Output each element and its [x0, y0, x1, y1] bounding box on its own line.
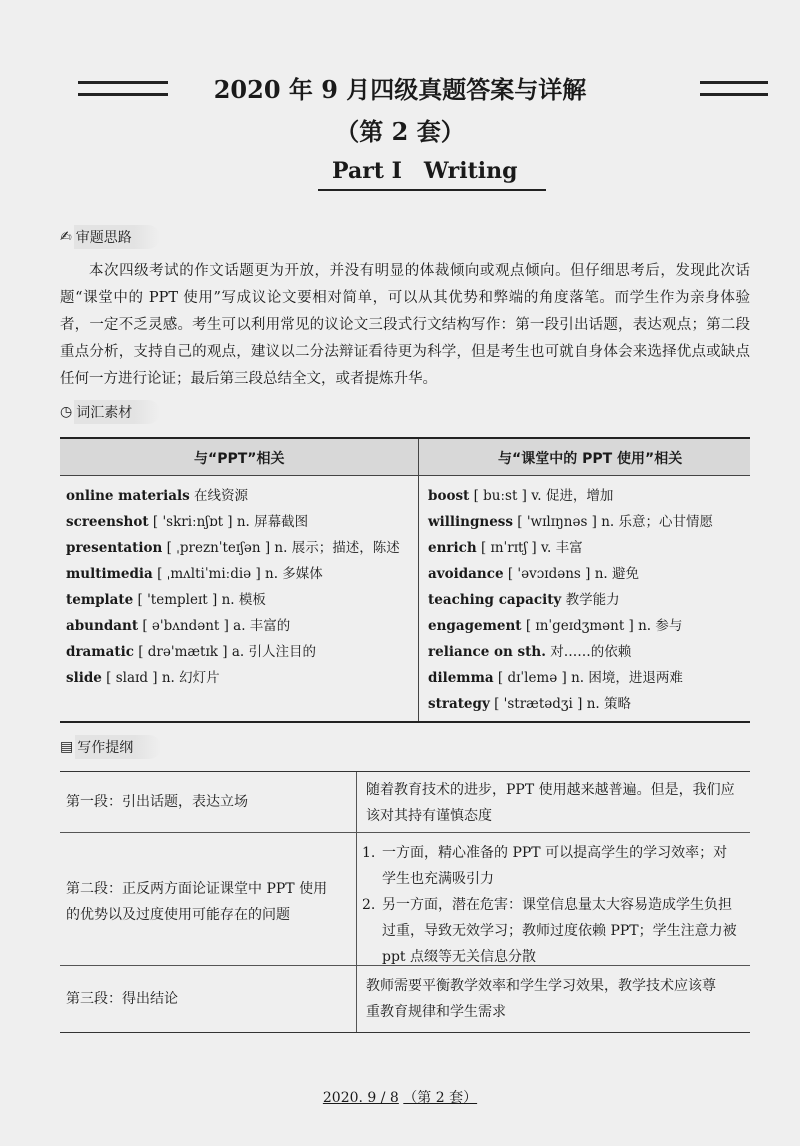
section-header-vocab	[60, 401, 160, 423]
outline-row2-item2: 另一方面，潜在危害：课堂信息量太大容易造成学生负担 过重，导致无效学习；教师过度依赖 PPT；学生注意力被 ppt 点缀等无关信息分散	[382, 897, 737, 965]
vocab-item: reliance on sth. 对……的依赖	[428, 644, 632, 660]
section-header-outline	[60, 736, 161, 758]
vocab-table	[60, 437, 750, 723]
vocab-item: presentation [ ˌpreznˈteɪʃən ] n. 展示；描述，陈述	[66, 540, 400, 556]
outline-row-divider	[60, 832, 750, 833]
part-underline	[318, 189, 546, 191]
footer-date: 2020. 9 / 8	[322, 1090, 399, 1106]
vocab-item: engagement [ ɪnˈgeɪdʒmənt ] n. 参与	[428, 618, 683, 634]
vocab-item: template [ 'templeɪt ] n. 模板	[66, 592, 266, 608]
outline-row1-label: 第一段：引出话题，表达立场	[66, 794, 248, 810]
outline-row2-item1-number: 1.	[362, 845, 376, 861]
section-label: 写作提纲	[75, 735, 161, 759]
analysis-paragraph	[60, 258, 750, 393]
part-label: Part I	[332, 158, 402, 184]
vocab-list-right	[428, 483, 748, 717]
vocab-item: screenshot [ 'skriːnʃɒt ] n. 屏幕截图	[66, 514, 309, 530]
footer-set: （第 2 套）	[403, 1090, 478, 1106]
section-label: 审题思路	[74, 225, 160, 249]
vocab-item: dramatic [ drə'mætɪk ] a. 引人注目的	[66, 644, 316, 660]
vocab-item: willingness [ 'wɪlɪŋnəs ] n. 乐意；心甘情愿	[428, 514, 714, 530]
outline-table	[60, 771, 750, 1033]
section-label: 词汇素材	[74, 400, 160, 424]
page-subtitle: （第 2 套）	[335, 117, 465, 146]
outline-column-divider	[356, 772, 357, 1032]
vocab-item: avoidance [ 'əvɔɪdəns ] n. 避免	[428, 566, 639, 582]
vocab-col-header-left: 与“PPT”相关	[194, 451, 285, 467]
pen-icon: ✍	[60, 229, 72, 245]
notebook-icon: ▤	[60, 739, 74, 755]
outline-row3-content: 教师需要平衡教学效率和学生学习效果，教学技术应该尊 重教育规律和学生需求	[366, 978, 716, 1020]
part-heading	[332, 158, 518, 184]
vocab-col-header-right: 与“课堂中的 PPT 使用”相关	[498, 451, 683, 467]
vocab-item: boost [ buːst ] v. 促进，增加	[428, 488, 614, 504]
part-name: Writing	[423, 158, 518, 184]
outline-row1-content: 随着教育技术的进步，PPT 使用越来越普遍。但是，我们应 该对其持有谨慎态度	[366, 782, 735, 824]
vocab-item: enrich [ ɪnˈrɪtʃ ] v. 丰富	[428, 540, 583, 556]
outline-row2-item1: 一方面，精心准备的 PPT 可以提高学生的学习效率；对 学生也充满吸引力	[382, 845, 728, 887]
page-footer	[0, 1087, 800, 1107]
vocab-item: strategy [ 'strætədʒi ] n. 策略	[428, 696, 631, 712]
outline-row2-label: 第二段：正反两方面论证课堂中 PPT 使用 的优势以及过度使用可能存在的问题	[66, 881, 328, 923]
vocab-item: slide [ slaɪd ] n. 幻灯片	[66, 670, 220, 686]
vocab-item: dilemma [ dɪˈlemə ] n. 困境，进退两难	[428, 670, 683, 686]
vocab-table-header	[60, 439, 750, 476]
section-header-analysis	[60, 226, 160, 248]
vocab-item: abundant [ ə'bʌndənt ] a. 丰富的	[66, 618, 291, 634]
vocab-item: teaching capacity 教学能力	[428, 592, 620, 608]
page-title: 2020 年 9 月四级真题答案与详解	[213, 75, 587, 104]
vocab-item: multimedia [ ˌmʌltiˈmiːdiə ] n. 多媒体	[66, 566, 323, 582]
vocab-column-divider	[418, 439, 419, 721]
analysis-text: 本次四级考试的作文话题更为开放，并没有明显的体裁倾向或观点倾向。但仔细思考后，发现此次话题“课堂中的 PPT 使用”写成议论文要相对简单，可以从其优势和弊端的角度落笔。而学生作为亲身体验者，一定不乏灵感。考生可以利用常见的议论文三段式行文结构写作：第一段引出话题，表达观点；第二段重点分析，支持自己的观点，建议以二分法辩证看待更为科学，但是考生也可就自身体会来选择优点或缺点任何一方进行论证；最后第三段总结全文，或者提炼升华。	[60, 263, 750, 387]
vocab-list-left	[66, 483, 414, 691]
outline-row3-label: 第三段：得出结论	[66, 991, 178, 1007]
clock-icon: ◷	[60, 404, 73, 420]
vocab-item: online materials 在线资源	[66, 488, 249, 504]
outline-row2-item2-number: 2.	[362, 897, 376, 913]
